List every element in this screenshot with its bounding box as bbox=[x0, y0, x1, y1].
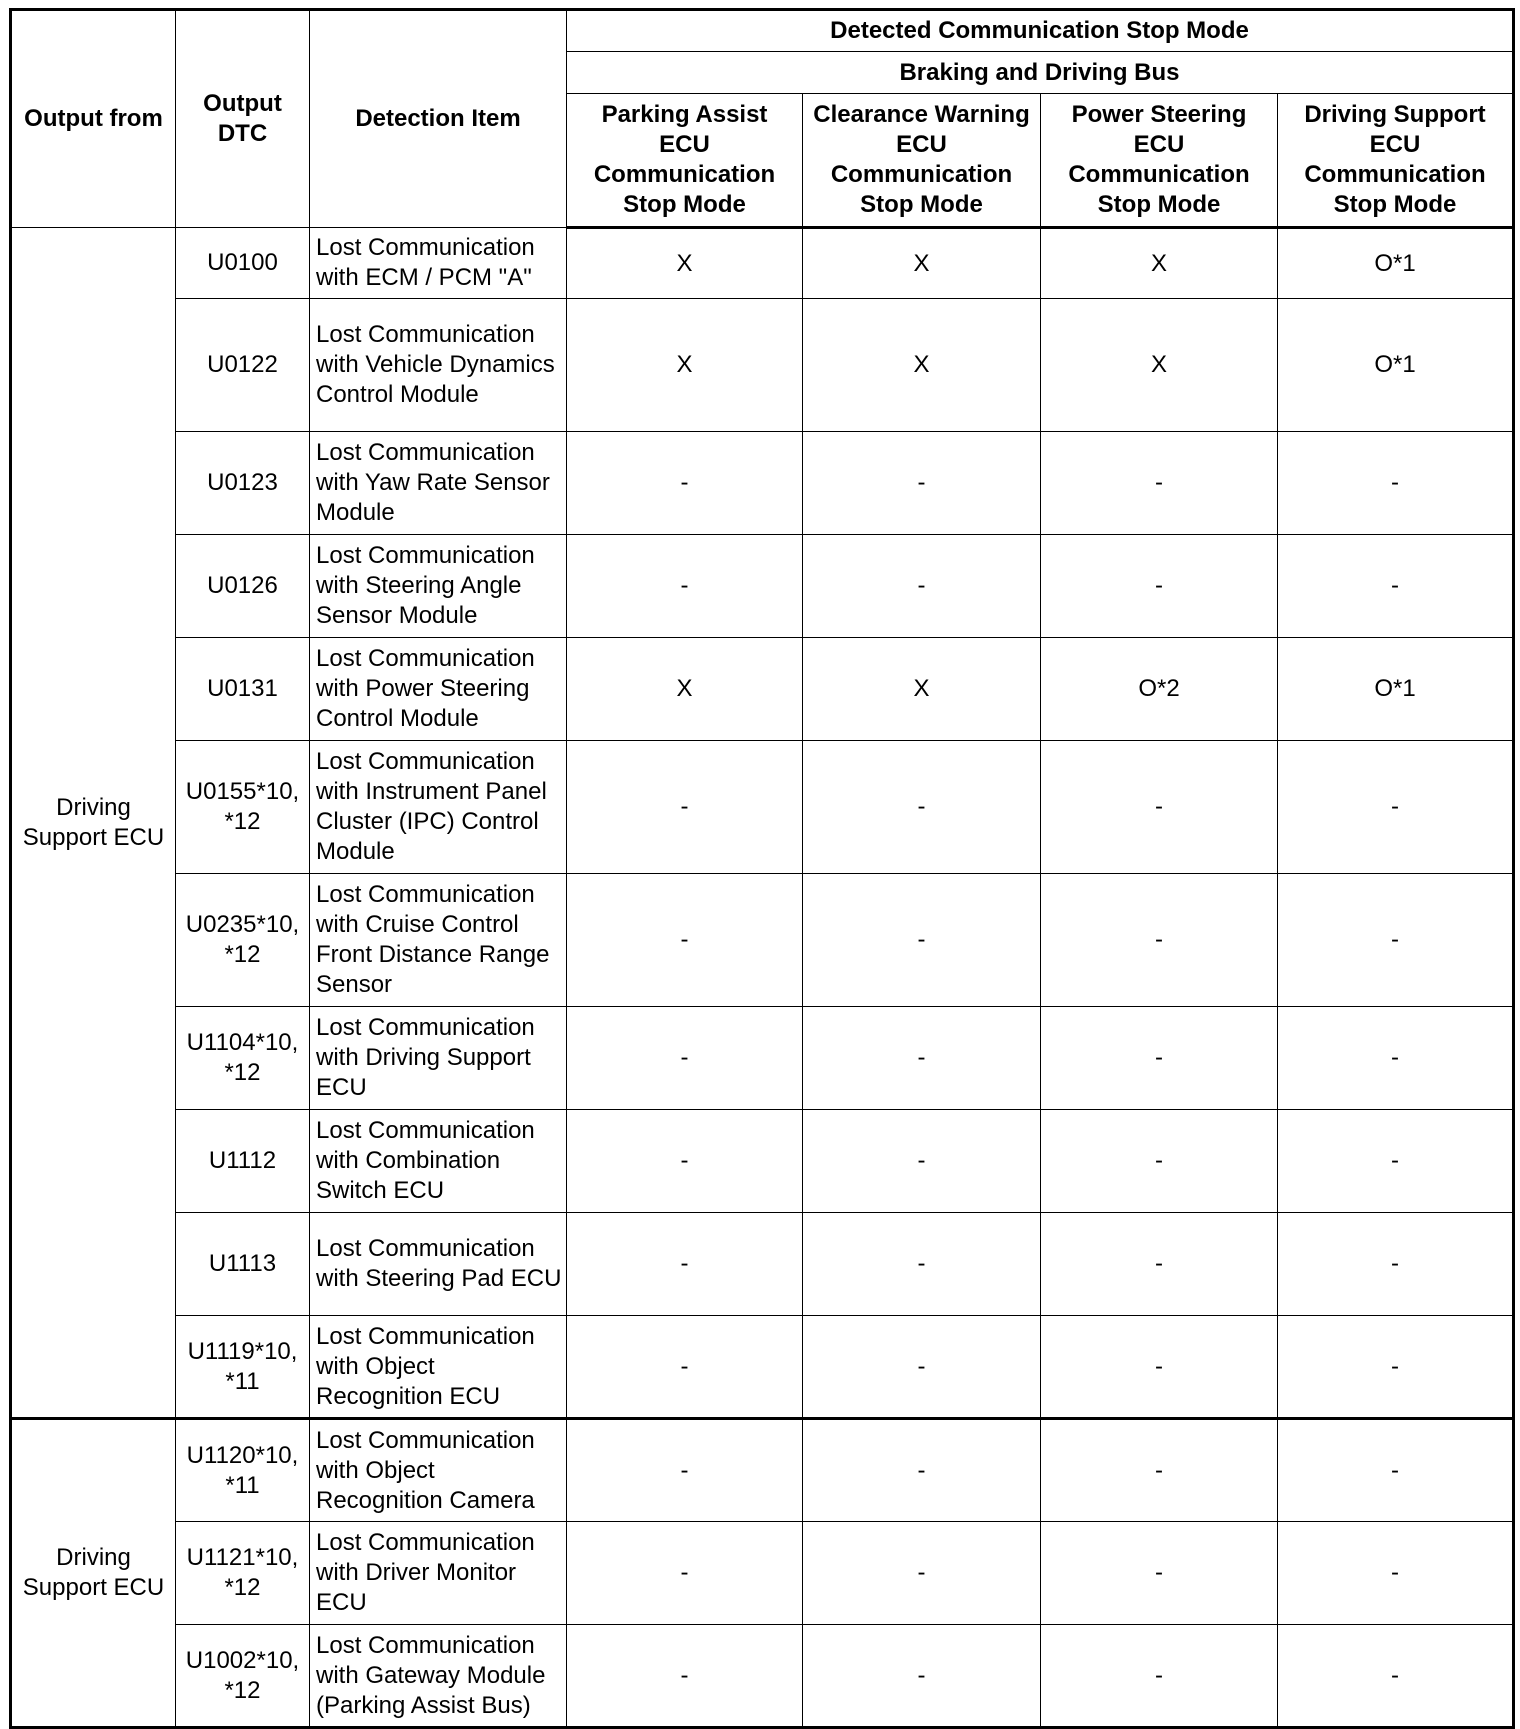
mode-value-cell: X bbox=[803, 228, 1041, 299]
mode-value-cell: - bbox=[1041, 741, 1278, 874]
dtc-table-container bbox=[9, 8, 1515, 1729]
dtc-code: U0155*10, *12 bbox=[185, 778, 300, 835]
dtc-cell bbox=[176, 1213, 310, 1316]
table-row bbox=[11, 874, 1514, 1007]
mode-value-cell: X bbox=[567, 299, 803, 432]
detection-item-cell: Lost Communication with Object Recognition Camera bbox=[310, 1419, 567, 1522]
mode-value-cell: - bbox=[1041, 432, 1278, 535]
detection-item-cell: Lost Communication with Driving Support ECU bbox=[310, 1007, 567, 1110]
dtc-cell bbox=[176, 1522, 310, 1625]
detection-item-cell: Lost Communication with Driver Monitor ECU bbox=[310, 1522, 567, 1625]
mode-value-cell: - bbox=[1041, 1522, 1278, 1625]
mode-value-cell: - bbox=[803, 741, 1041, 874]
dtc-cell bbox=[176, 638, 310, 741]
mode-value-cell: X bbox=[1041, 228, 1278, 299]
mode-value-cell: - bbox=[1041, 535, 1278, 638]
output-from-cell bbox=[11, 228, 176, 1419]
detection-item-cell: Lost Communication with Instrument Panel Cluster (IPC) Control Module bbox=[310, 741, 567, 874]
table-row bbox=[11, 1110, 1514, 1213]
dtc-code: U0123 bbox=[207, 469, 278, 496]
table-row bbox=[11, 1522, 1514, 1625]
table-row bbox=[11, 1419, 1514, 1522]
table-row bbox=[11, 535, 1514, 638]
mode-value-cell: O*2 bbox=[1041, 638, 1278, 741]
mode-value-cell: X bbox=[567, 228, 803, 299]
header-detection-item: Detection Item bbox=[310, 10, 567, 228]
dtc-code: U1121*10, *12 bbox=[186, 1544, 299, 1601]
mode-value-cell: - bbox=[1278, 1522, 1514, 1625]
mode-value-cell: - bbox=[1278, 741, 1514, 874]
detection-item-cell: Lost Communication with ECM / PCM "A" bbox=[310, 228, 567, 299]
mode-value-cell: - bbox=[567, 741, 803, 874]
dtc-cell bbox=[176, 741, 310, 874]
mode-value-cell: - bbox=[1041, 1110, 1278, 1213]
header-output-dtc-text: Output DTC bbox=[203, 90, 282, 147]
dtc-cell bbox=[176, 1419, 310, 1522]
table-row bbox=[11, 638, 1514, 741]
table-row bbox=[11, 299, 1514, 432]
dtc-cell bbox=[176, 228, 310, 299]
dtc-cell bbox=[176, 1625, 310, 1728]
mode-value-cell: X bbox=[803, 299, 1041, 432]
dtc-code: U1119*10, *11 bbox=[187, 1337, 298, 1395]
table-row bbox=[11, 1213, 1514, 1316]
dtc-cell bbox=[176, 432, 310, 535]
mode-value-cell: - bbox=[803, 535, 1041, 638]
dtc-cell bbox=[176, 1110, 310, 1213]
detection-item-cell: Lost Communication with Vehicle Dynamics Control Module bbox=[310, 299, 567, 432]
header-bus: Braking and Driving Bus bbox=[567, 52, 1514, 94]
table-row bbox=[11, 1007, 1514, 1110]
mode-value-cell: X bbox=[1041, 299, 1278, 432]
dtc-code: U0235*10, *12 bbox=[185, 911, 300, 968]
dtc-code: U0131 bbox=[207, 675, 278, 702]
mode-value-cell: O*1 bbox=[1278, 638, 1514, 741]
table-row bbox=[11, 1625, 1514, 1728]
mode-value-cell: - bbox=[1278, 874, 1514, 1007]
table-row bbox=[11, 432, 1514, 535]
dtc-cell bbox=[176, 1316, 310, 1419]
dtc-code: U0100 bbox=[207, 249, 278, 276]
mode-value-cell: - bbox=[567, 1213, 803, 1316]
mode-value-cell: - bbox=[803, 1007, 1041, 1110]
mode-value-cell: - bbox=[1041, 1007, 1278, 1110]
mode-value-cell: - bbox=[803, 1110, 1041, 1213]
detection-item-cell: Lost Communication with Object Recognition ECU bbox=[310, 1316, 567, 1419]
mode-value-cell: - bbox=[1278, 1316, 1514, 1419]
header-mode-text: Parking Assist ECU Communication Stop Mode bbox=[593, 101, 776, 218]
mode-value-cell: X bbox=[803, 638, 1041, 741]
mode-value-cell: - bbox=[567, 1007, 803, 1110]
mode-value-cell: - bbox=[1041, 1419, 1278, 1522]
mode-value-cell: - bbox=[1278, 1213, 1514, 1316]
header-detected-mode: Detected Communication Stop Mode bbox=[567, 10, 1514, 52]
dtc-code: U1112 bbox=[208, 1147, 277, 1174]
mode-value-cell: - bbox=[1278, 1110, 1514, 1213]
output-from-cell bbox=[11, 1419, 176, 1728]
table-body bbox=[11, 228, 1514, 1728]
mode-value-cell: - bbox=[1041, 1625, 1278, 1728]
mode-value-cell: - bbox=[567, 1522, 803, 1625]
detection-item-cell: Lost Communication with Cruise Control Front Distance Range Sensor bbox=[310, 874, 567, 1007]
detection-item-cell: Lost Communication with Combination Switch ECU bbox=[310, 1110, 567, 1213]
dtc-code: U1104*10, *12 bbox=[186, 1029, 299, 1086]
header-mode-clearance-warning bbox=[803, 94, 1041, 228]
header-mode-parking-assist bbox=[567, 94, 803, 228]
mode-value-cell: - bbox=[567, 874, 803, 1007]
dtc-cell bbox=[176, 299, 310, 432]
mode-value-cell: - bbox=[803, 1625, 1041, 1728]
dtc-code: U1113 bbox=[208, 1250, 277, 1277]
mode-value-cell: - bbox=[1041, 1316, 1278, 1419]
mode-value-cell: - bbox=[1278, 1625, 1514, 1728]
dtc-code: U1120*10, *11 bbox=[186, 1441, 299, 1499]
communication-stop-mode-table bbox=[9, 8, 1515, 1729]
header-output-dtc bbox=[176, 10, 310, 228]
header-mode-text: Clearance Warning ECU Communication Stop Mode bbox=[813, 101, 1030, 218]
mode-value-cell: - bbox=[567, 1316, 803, 1419]
dtc-cell bbox=[176, 1007, 310, 1110]
table-row bbox=[11, 741, 1514, 874]
detection-item-cell: Lost Communication with Yaw Rate Sensor Module bbox=[310, 432, 567, 535]
dtc-cell bbox=[176, 535, 310, 638]
detection-item-cell: Lost Communication with Gateway Module (Parking Assist Bus) bbox=[310, 1625, 567, 1728]
mode-value-cell: - bbox=[1278, 432, 1514, 535]
mode-value-cell: - bbox=[803, 1522, 1041, 1625]
mode-value-cell: - bbox=[803, 1419, 1041, 1522]
mode-value-cell: - bbox=[1041, 1213, 1278, 1316]
mode-value-cell: - bbox=[567, 535, 803, 638]
mode-value-cell: O*1 bbox=[1278, 299, 1514, 432]
mode-value-cell: - bbox=[1041, 874, 1278, 1007]
dtc-code: U1002*10, *12 bbox=[185, 1646, 300, 1704]
mode-value-cell: - bbox=[567, 1110, 803, 1213]
mode-value-cell: - bbox=[803, 1213, 1041, 1316]
dtc-cell bbox=[176, 874, 310, 1007]
detection-item-cell: Lost Communication with Steering Pad ECU bbox=[310, 1213, 567, 1316]
table-row bbox=[11, 228, 1514, 299]
mode-value-cell: - bbox=[803, 432, 1041, 535]
header-output-from: Output from bbox=[11, 10, 176, 228]
mode-value-cell: - bbox=[1278, 1419, 1514, 1522]
dtc-code: U0122 bbox=[207, 351, 278, 378]
dtc-code: U0126 bbox=[207, 572, 278, 599]
mode-value-cell: - bbox=[803, 1316, 1041, 1419]
mode-value-cell: - bbox=[1278, 1007, 1514, 1110]
header-mode-power-steering bbox=[1041, 94, 1278, 228]
mode-value-cell: - bbox=[567, 1625, 803, 1728]
table-row bbox=[11, 1316, 1514, 1419]
detection-item-cell: Lost Communication with Steering Angle Sensor Module bbox=[310, 535, 567, 638]
header-mode-driving-support bbox=[1278, 94, 1514, 228]
mode-value-cell: - bbox=[567, 432, 803, 535]
mode-value-cell: O*1 bbox=[1278, 228, 1514, 299]
output-from-text: Driving Support ECU bbox=[22, 1544, 165, 1601]
mode-value-cell: X bbox=[567, 638, 803, 741]
mode-value-cell: - bbox=[803, 874, 1041, 1007]
mode-value-cell: - bbox=[1278, 535, 1514, 638]
mode-value-cell: - bbox=[567, 1419, 803, 1522]
output-from-text: Driving Support ECU bbox=[22, 793, 165, 851]
header-mode-text: Power Steering ECU Communication Stop Mode bbox=[1068, 101, 1250, 218]
header-mode-text: Driving Support ECU Communication Stop Mode bbox=[1304, 101, 1486, 218]
detection-item-cell: Lost Communication with Power Steering Control Module bbox=[310, 638, 567, 741]
